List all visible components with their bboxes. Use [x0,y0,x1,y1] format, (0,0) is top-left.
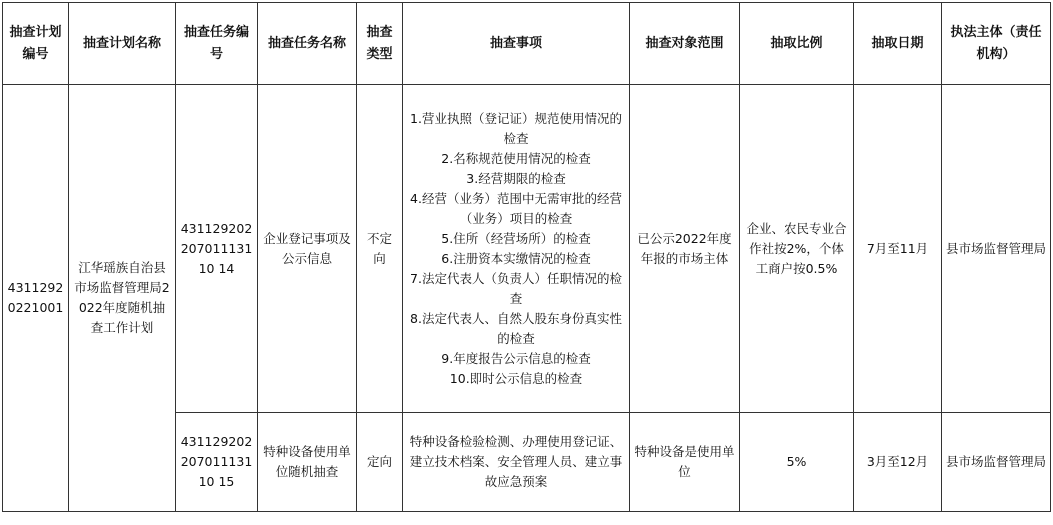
inspection-item: 9.年度报告公示信息的检查 [441,350,591,366]
inspection-type-cell: 不定向 [357,85,403,413]
sampling-ratio-cell: 企业、农民专业合作社按2%，个体工商户按0.5% [740,85,854,413]
inspection-item: 10.即时公示信息的检查 [449,370,583,386]
inspection-item: 5.住所（经营场所）的检查 [441,230,591,246]
header-task-no: 抽查任务编号 [176,3,258,85]
header-plan-no: 抽查计划编号 [3,3,69,85]
inspection-item: 1.营业执照（登记证）规范使用情况的检查 [410,110,622,146]
random-inspection-plan-table [2,2,1051,512]
inspection-item: 4.经营（业务）范围中无需审批的经营（业务）项目的检查 [410,190,622,226]
enforcement-subject-cell: 县市场监督管理局 [942,413,1051,512]
table-row [3,85,1051,413]
inspection-item: 6.注册资本实缴情况的检查 [441,250,591,266]
inspection-item: 8.法定代表人、自然人股东身份真实性的检查 [410,310,622,346]
plan-number-cell: 43112920221001 [3,85,69,512]
header-ratio: 抽取比例 [740,3,854,85]
enforcement-subject-cell: 县市场监督管理局 [942,85,1051,413]
header-plan-name: 抽查计划名称 [69,3,176,85]
inspection-type-cell: 定向 [357,413,403,512]
task-name-cell: 企业登记事项及公示信息 [258,85,357,413]
header-task-name: 抽查任务名称 [258,3,357,85]
inspection-items-cell [403,85,630,413]
header-items: 抽查事项 [403,3,630,85]
header-date: 抽取日期 [854,3,942,85]
plan-name-cell: 江华瑶族自治县市场监督管理局2022年度随机抽查工作计划 [69,85,176,512]
header-subject: 执法主体（责任机构） [942,3,1051,85]
sampling-ratio-cell: 5% [740,413,854,512]
target-scope-cell: 已公示2022年度年报的市场主体 [630,85,740,413]
sampling-date-cell: 3月至12月 [854,413,942,512]
target-scope-cell: 特种设备是使用单位 [630,413,740,512]
inspection-items-cell: 特种设备检验检测、办理使用登记证、建立技术档案、安全管理人员、建立事故应急预案 [403,413,630,512]
task-number-cell: 43112920220701113110 14 [176,85,258,413]
task-name-cell: 特种设备使用单位随机抽查 [258,413,357,512]
inspection-item: 3.经营期限的检查 [466,170,566,186]
header-type: 抽查类型 [357,3,403,85]
task-number-cell: 43112920220701113110 15 [176,413,258,512]
inspection-item: 2.名称规范使用情况的检查 [441,150,591,166]
header-scope: 抽查对象范围 [630,3,740,85]
header-row [3,3,1051,85]
sampling-date-cell: 7月至11月 [854,85,942,413]
inspection-item: 7.法定代表人（负责人）任职情况的检查 [410,270,622,306]
